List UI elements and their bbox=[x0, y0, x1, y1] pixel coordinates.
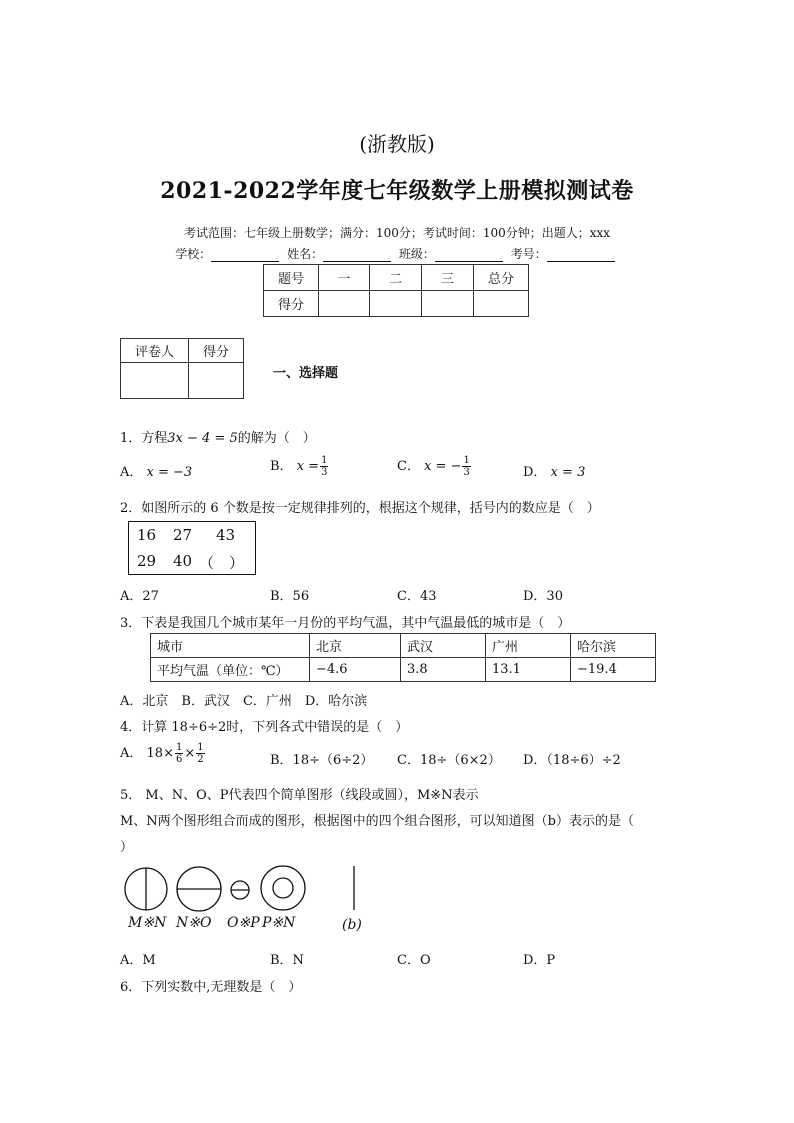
caption-p-n: P※N bbox=[262, 915, 296, 931]
score-header: 题号 bbox=[264, 265, 319, 291]
score-row-label: 得分 bbox=[264, 291, 319, 317]
caption-b: (b) bbox=[342, 917, 362, 933]
q5-option-c[interactable]: C．O bbox=[397, 953, 431, 968]
section-title: 一、选择题 bbox=[273, 366, 339, 381]
exam-info: 考试范围：七年级上册数学；满分：100分；考试时间：100分钟；出题人；xxx bbox=[183, 226, 611, 240]
q1-option-a[interactable] bbox=[120, 461, 192, 480]
option-text: 18× bbox=[146, 746, 174, 761]
q5-option-d[interactable]: D．P bbox=[523, 953, 556, 968]
q2-option-b[interactable]: B．56 bbox=[270, 589, 310, 604]
question-1 bbox=[120, 427, 316, 446]
score-header: 二 bbox=[370, 265, 422, 291]
numerator: 1 bbox=[321, 455, 328, 466]
grader-table bbox=[120, 338, 244, 399]
seq-blank: （ ） bbox=[199, 554, 245, 572]
question-2: 2．如图所示的 6 个数是按一定规律排列的，根据这个规律，括号内的数应是（ ） bbox=[120, 501, 600, 516]
q3-options[interactable]: A．北京 B．武汉 C．广州 D．哈尔滨 bbox=[120, 694, 368, 709]
q2-option-c[interactable]: C．43 bbox=[397, 589, 437, 604]
student-fields bbox=[0, 245, 794, 262]
option-text: x = 3 bbox=[550, 465, 586, 480]
combination-figures bbox=[118, 862, 378, 912]
denominator: 3 bbox=[463, 467, 470, 478]
number-blank[interactable] bbox=[547, 249, 615, 262]
caption-m-n: M※N bbox=[128, 915, 167, 931]
temp-header: 北京 bbox=[310, 634, 401, 658]
grader-header: 得分 bbox=[189, 339, 244, 363]
q2-option-a[interactable]: A．27 bbox=[120, 589, 159, 604]
q1-equation: 3x − 4 = 5 bbox=[167, 431, 238, 446]
q4-option-b[interactable]: B．18÷（6÷2） bbox=[270, 753, 374, 768]
question-5-line3: ） bbox=[120, 840, 134, 855]
number-label: 考号： bbox=[510, 247, 547, 261]
fraction bbox=[175, 742, 183, 765]
n-o-figure bbox=[177, 867, 221, 911]
grader-header: 评卷人 bbox=[121, 339, 189, 363]
score-header: 一 bbox=[319, 265, 370, 291]
temp-cell: 3.8 bbox=[401, 658, 486, 682]
q1-stem-end: 的解为（ ） bbox=[237, 431, 316, 446]
score-cell[interactable] bbox=[422, 291, 474, 317]
p-n-figure bbox=[261, 866, 305, 910]
fraction bbox=[320, 455, 328, 478]
temp-header: 武汉 bbox=[401, 634, 486, 658]
caption-n-o: N※O bbox=[176, 915, 212, 931]
numerator: 1 bbox=[175, 742, 183, 753]
temp-cell: 13.1 bbox=[486, 658, 571, 682]
grader-cell[interactable] bbox=[121, 363, 189, 399]
q4-option-c[interactable]: C．18÷（6×2） bbox=[397, 753, 501, 768]
seq-number: 40 bbox=[173, 552, 193, 570]
question-3: 3．下表是我国几个城市某年一月份的平均气温，其中气温最低的城市是（ ） bbox=[120, 616, 571, 631]
option-text: × bbox=[184, 746, 196, 761]
temp-header: 哈尔滨 bbox=[571, 634, 656, 658]
name-blank[interactable] bbox=[323, 249, 391, 262]
score-cell[interactable] bbox=[370, 291, 422, 317]
q4-option-a[interactable] bbox=[120, 742, 206, 765]
q1-option-d[interactable] bbox=[523, 461, 585, 480]
question-4: 4．计算 18÷6÷2时，下列各式中错误的是（ ） bbox=[120, 720, 409, 735]
name-label: 姓名： bbox=[287, 247, 324, 261]
score-header: 三 bbox=[422, 265, 474, 291]
score-cell[interactable] bbox=[474, 291, 529, 317]
q4-option-d[interactable]: D．（18÷6）÷2 bbox=[523, 753, 621, 768]
class-label: 班级： bbox=[398, 247, 435, 261]
numerator: 1 bbox=[463, 455, 470, 466]
number-sequence-box bbox=[128, 521, 256, 575]
q2-option-d[interactable]: D．30 bbox=[523, 589, 563, 604]
option-label: D． bbox=[523, 465, 547, 480]
option-text: x = −3 bbox=[146, 465, 193, 480]
school-label: 学校： bbox=[175, 247, 212, 261]
score-table bbox=[263, 264, 529, 317]
temperature-table bbox=[150, 633, 656, 682]
m-n-figure bbox=[125, 868, 167, 910]
score-header: 总分 bbox=[474, 265, 529, 291]
score-cell[interactable] bbox=[319, 291, 370, 317]
q5-option-a[interactable]: A．M bbox=[120, 953, 156, 968]
denominator: 2 bbox=[197, 754, 204, 765]
question-5-line2: M、N两个图形组合而成的图形，根据图中的四个组合图形，可以知道图（b）表示的是（ bbox=[120, 814, 635, 829]
q1-option-c[interactable] bbox=[397, 455, 472, 478]
temp-cell: 平均气温（单位：℃） bbox=[151, 658, 310, 682]
question-6: 6．下列实数中,无理数是（ ） bbox=[120, 980, 302, 995]
denominator: 3 bbox=[321, 467, 328, 478]
o-p-figure bbox=[231, 881, 249, 899]
temp-header: 广州 bbox=[486, 634, 571, 658]
seq-number: 27 bbox=[173, 526, 193, 544]
q1-option-b[interactable] bbox=[270, 455, 329, 478]
denominator: 6 bbox=[175, 754, 183, 765]
class-blank[interactable] bbox=[435, 249, 503, 262]
option-label: A． bbox=[120, 746, 143, 761]
temp-cell: −4.6 bbox=[310, 658, 401, 682]
option-label: A． bbox=[120, 465, 143, 480]
option-label: B． bbox=[270, 459, 293, 474]
seq-number: 29 bbox=[137, 552, 157, 570]
option-text: x = − bbox=[424, 459, 462, 474]
school-blank[interactable] bbox=[211, 249, 279, 262]
fraction bbox=[462, 455, 470, 478]
grader-cell[interactable] bbox=[189, 363, 244, 399]
caption-o-p: O※P bbox=[227, 915, 260, 931]
temp-cell: −19.4 bbox=[571, 658, 656, 682]
option-text: x = bbox=[296, 459, 320, 474]
q5-option-b[interactable]: B．N bbox=[270, 953, 304, 968]
temp-header: 城市 bbox=[151, 634, 310, 658]
fraction bbox=[196, 742, 204, 765]
exam-edition: (浙教版) bbox=[359, 132, 435, 156]
numerator: 1 bbox=[197, 742, 204, 753]
seq-number: 43 bbox=[216, 526, 236, 544]
option-label: C． bbox=[397, 459, 420, 474]
q1-stem: 1．方程 bbox=[120, 431, 168, 446]
seq-number: 16 bbox=[137, 526, 157, 544]
exam-title: 2021-2022学年度七年级数学上册模拟测试卷 bbox=[160, 178, 634, 204]
question-5-line1: 5． M、N、O、P代表四个简单图形（线段或圆），M※N表示 bbox=[120, 788, 479, 803]
